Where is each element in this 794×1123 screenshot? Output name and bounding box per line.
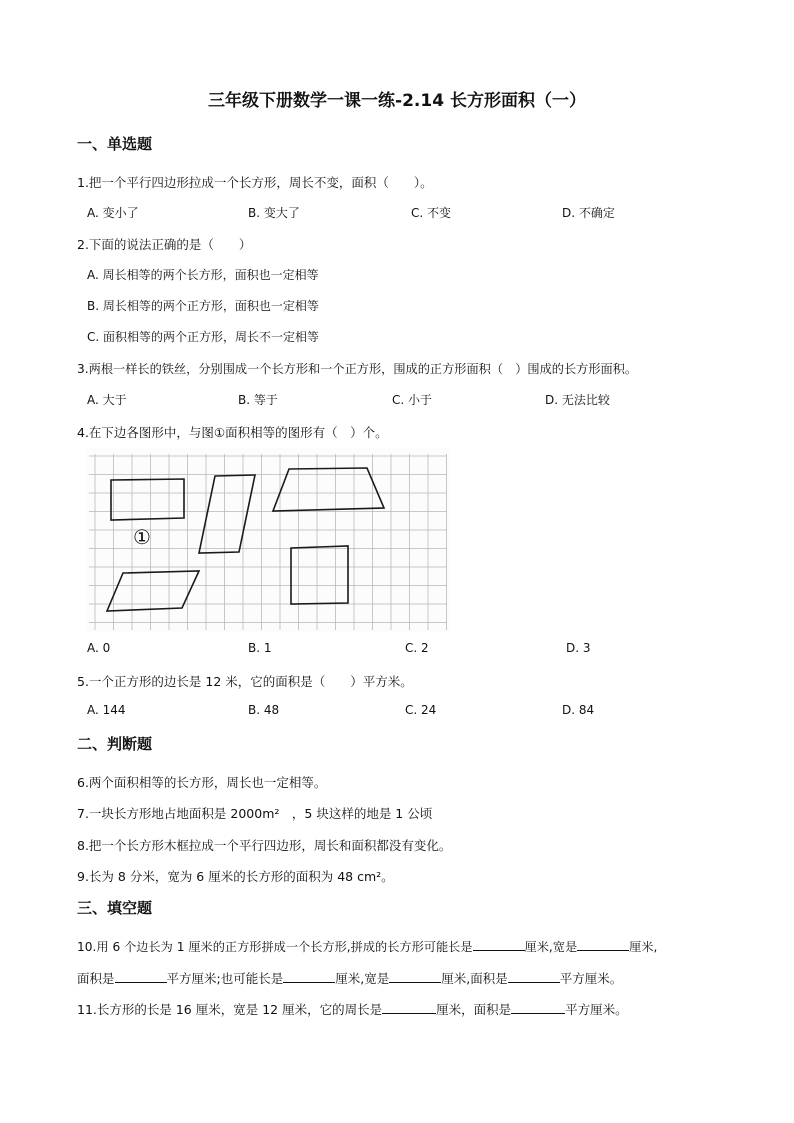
q1-option-c[interactable]: C. 不变 xyxy=(411,206,452,220)
question-1: 1.把一个平行四边形拉成一个长方形，周长不变，面积（ ）。 xyxy=(77,175,433,190)
q10-text-f: 厘米,宽是 xyxy=(335,971,390,986)
section-heading-fill-blank: 三、填空题 xyxy=(77,899,153,917)
q4-option-d[interactable]: D. 3 xyxy=(566,641,591,655)
question-11 xyxy=(77,1000,628,1018)
grid-figure xyxy=(87,448,451,632)
q10-blank-area-2[interactable] xyxy=(508,970,560,983)
q10-blank-area-1[interactable] xyxy=(115,970,167,983)
section-heading-single-choice: 一、单选题 xyxy=(77,135,153,153)
q11-blank-area[interactable] xyxy=(511,1001,565,1014)
page-title: 三年级下册数学一课一练-2.14 长方形面积（一） xyxy=(208,91,586,111)
q4-option-c[interactable]: C. 2 xyxy=(405,641,429,655)
q2-option-a[interactable]: A. 周长相等的两个长方形，面积也一定相等 xyxy=(87,268,319,282)
q1-option-a[interactable]: A. 变小了 xyxy=(87,206,139,220)
q10-text-b: 厘米,宽是 xyxy=(524,940,578,954)
q4-option-b[interactable]: B. 1 xyxy=(248,641,272,655)
q5-option-a[interactable]: A. 144 xyxy=(87,703,126,717)
question-10-line-2 xyxy=(77,969,622,987)
q10-text-c: 厘米, xyxy=(629,940,658,954)
question-2: 2.下面的说法正确的是（ ） xyxy=(77,237,252,252)
question-7: 7.一块长方形地占地面积是 2000m² ，5 块这样的地是 1 公顷 xyxy=(77,806,433,821)
q10-blank-width-1[interactable] xyxy=(577,938,629,951)
q10-text-g: 厘米,面积是 xyxy=(441,971,508,986)
question-6: 6.两个面积相等的长方形，周长也一定相等。 xyxy=(77,775,327,790)
q11-text-c: 平方厘米。 xyxy=(565,1002,628,1017)
question-9: 9.长为 8 分米，宽为 6 厘米的长方形的面积为 48 cm²。 xyxy=(77,869,394,884)
q3-option-a[interactable]: A. 大于 xyxy=(87,393,127,407)
q5-option-d[interactable]: D. 84 xyxy=(562,703,595,717)
q5-option-c[interactable]: C. 24 xyxy=(405,703,437,717)
q10-blank-length-1[interactable] xyxy=(473,938,525,951)
q4-option-a[interactable]: A. 0 xyxy=(87,641,111,655)
question-5: 5.一个正方形的边长是 12 米，它的面积是（ ）平方米。 xyxy=(77,674,413,689)
question-3: 3.两根一样长的铁丝，分别围成一个长方形和一个正方形，围成的正方形面积（ ）围成的长方形面积。 xyxy=(77,362,638,376)
q3-option-d[interactable]: D. 无法比较 xyxy=(545,393,610,407)
q11-text-b: 厘米，面积是 xyxy=(436,1002,512,1017)
figure-parallelogram-low xyxy=(107,571,199,611)
q10-text-a: 10.用 6 个边长为 1 厘米的正方形拼成一个长方形,拼成的长方形可能长是 xyxy=(77,940,473,954)
figure-rectangle-1 xyxy=(111,479,184,520)
q5-option-b[interactable]: B. 48 xyxy=(248,703,280,717)
question-8: 8.把一个长方形木框拉成一个平行四边形，周长和面积都没有变化。 xyxy=(77,838,452,853)
q11-blank-perimeter[interactable] xyxy=(382,1001,436,1014)
q10-blank-width-2[interactable] xyxy=(389,970,441,983)
q2-option-c[interactable]: C. 面积相等的两个正方形，周长不一定相等 xyxy=(87,330,320,344)
figure-parallelogram-tall xyxy=(199,475,255,553)
q10-blank-length-2[interactable] xyxy=(283,970,335,983)
section-heading-true-false: 二、判断题 xyxy=(77,735,153,753)
q1-option-b[interactable]: B. 变大了 xyxy=(248,206,300,220)
q10-text-h: 平方厘米。 xyxy=(559,971,623,986)
q11-text-a: 11.长方形的长是 16 厘米，宽是 12 厘米，它的周长是 xyxy=(77,1002,383,1017)
question-4: 4.在下边各图形中，与图①面积相等的图形有（ ）个。 xyxy=(77,425,388,440)
q10-text-d: 面积是 xyxy=(77,971,115,986)
grid-figure-svg xyxy=(87,448,451,632)
figure-square xyxy=(291,546,348,604)
question-10-line-1 xyxy=(77,938,657,955)
q3-option-b[interactable]: B. 等于 xyxy=(238,393,278,407)
q10-text-e: 平方厘米;也可能长是 xyxy=(166,971,284,986)
figure-label-1: ① xyxy=(133,525,151,549)
q3-option-c[interactable]: C. 小于 xyxy=(392,393,433,407)
q2-option-b[interactable]: B. 周长相等的两个正方形，面积也一定相等 xyxy=(87,299,319,313)
q1-option-d[interactable]: D. 不确定 xyxy=(562,206,615,220)
